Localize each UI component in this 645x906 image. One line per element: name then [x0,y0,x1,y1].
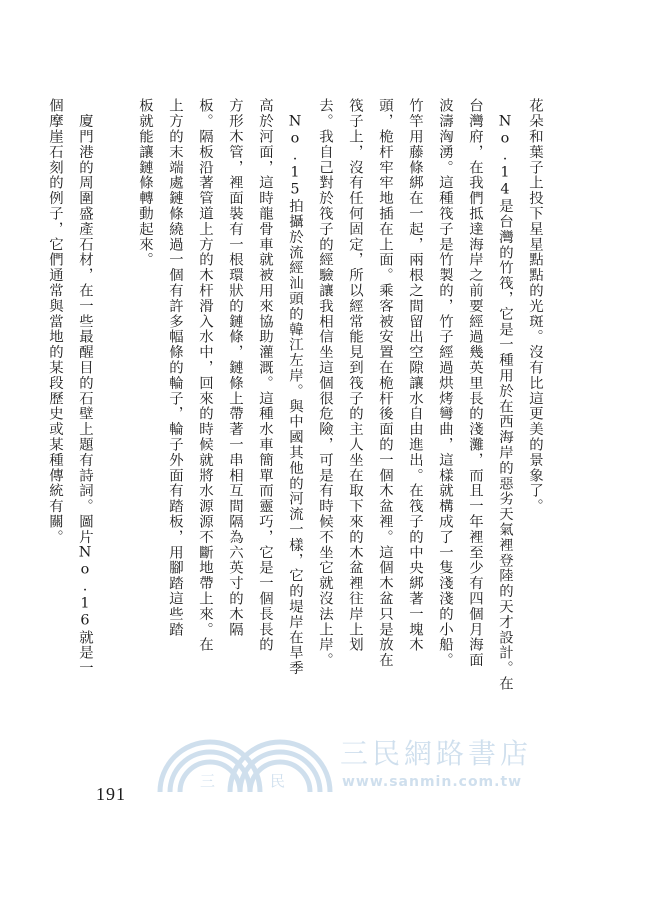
wave-logo-icon [150,726,340,796]
text-column: 筏子上，沒有任何固定，所以經常能見到筏子的主人坐在取下來的木盆裡往岸上划 [347,98,363,653]
text-column: 波濤洶湧。這種筏子是竹製的，竹子經過烘烤彎曲，這樣就構成了一隻淺淺的小船。 [437,98,453,668]
watermark-char-left: 三 [200,772,216,790]
text-column: 廈門港的周圍盛產石材，在一些最醒目的石壁上題有詩詞。圖片No.16就是一 [77,98,93,676]
text-column: 板就能讓鏈條轉動起來。 [137,98,153,268]
text-column: No.14是台灣的竹筏，它是一種用於在西海岸的惡劣天氣裡登陸的天才設計。在 [497,98,513,692]
text-column: 高於河面，這時龍骨車就被用來協助灌溉。這種水車簡單而靈巧，它是一個長長的 [257,98,273,653]
watermark-brand: 三民網路書店 [340,737,533,770]
watermark-url: www.sanmin.com.tw [342,774,523,790]
text-column: 台灣府，在我們抵達海岸之前要經過幾英里長的淺灘，而且一年裡至少有四個月海面 [467,98,483,668]
text-column: 方形木管，裡面裝有一根環狀的鏈條，鏈條上帶著一串相互間隔為六英寸的木隔 [227,98,243,637]
vertical-text-block [40,98,550,692]
text-column: 板。隔板沿著管道上方的木杆滑入水中，回來的時候就將水源源不斷地帶上來。在 [197,98,213,653]
text-column: 竹竿用藤條綁在一起，兩根之間留出空隙讓水自由進出。在筏子的中央綁著一塊木 [407,98,423,653]
paragraph-gap [100,98,130,658]
text-column: 去。我自己對於筏子的經驗讓我相信坐這個很危險，可是有時候不坐它就沒法上岸。 [317,98,333,668]
text-column: 花朵和葉子上投下星星點點的光斑。沒有比這更美的景象了。 [527,98,543,514]
publisher-watermark [150,726,533,796]
text-column: 個摩崖石刻的例子，它們通常與當地的某段歷史或某種傳統有關。 [47,98,63,545]
text-column: No.15拍攝於流經汕頭的韓江左岸。與中國其他的河流一樣，它的堤岸在旱季 [287,98,303,676]
page-number: 191 [96,784,126,804]
watermark-char-right: 民 [270,772,286,790]
text-column: 頭，桅杆牢牢地插在上面。乘客被安置在桅杆後面的一個木盆裡。這個木盆只是放在 [377,98,393,668]
text-column: 上方的末端處鏈條繞過一個有許多幅條的輪子，輪子外面有踏板，用腳踏這些踏 [167,98,183,637]
